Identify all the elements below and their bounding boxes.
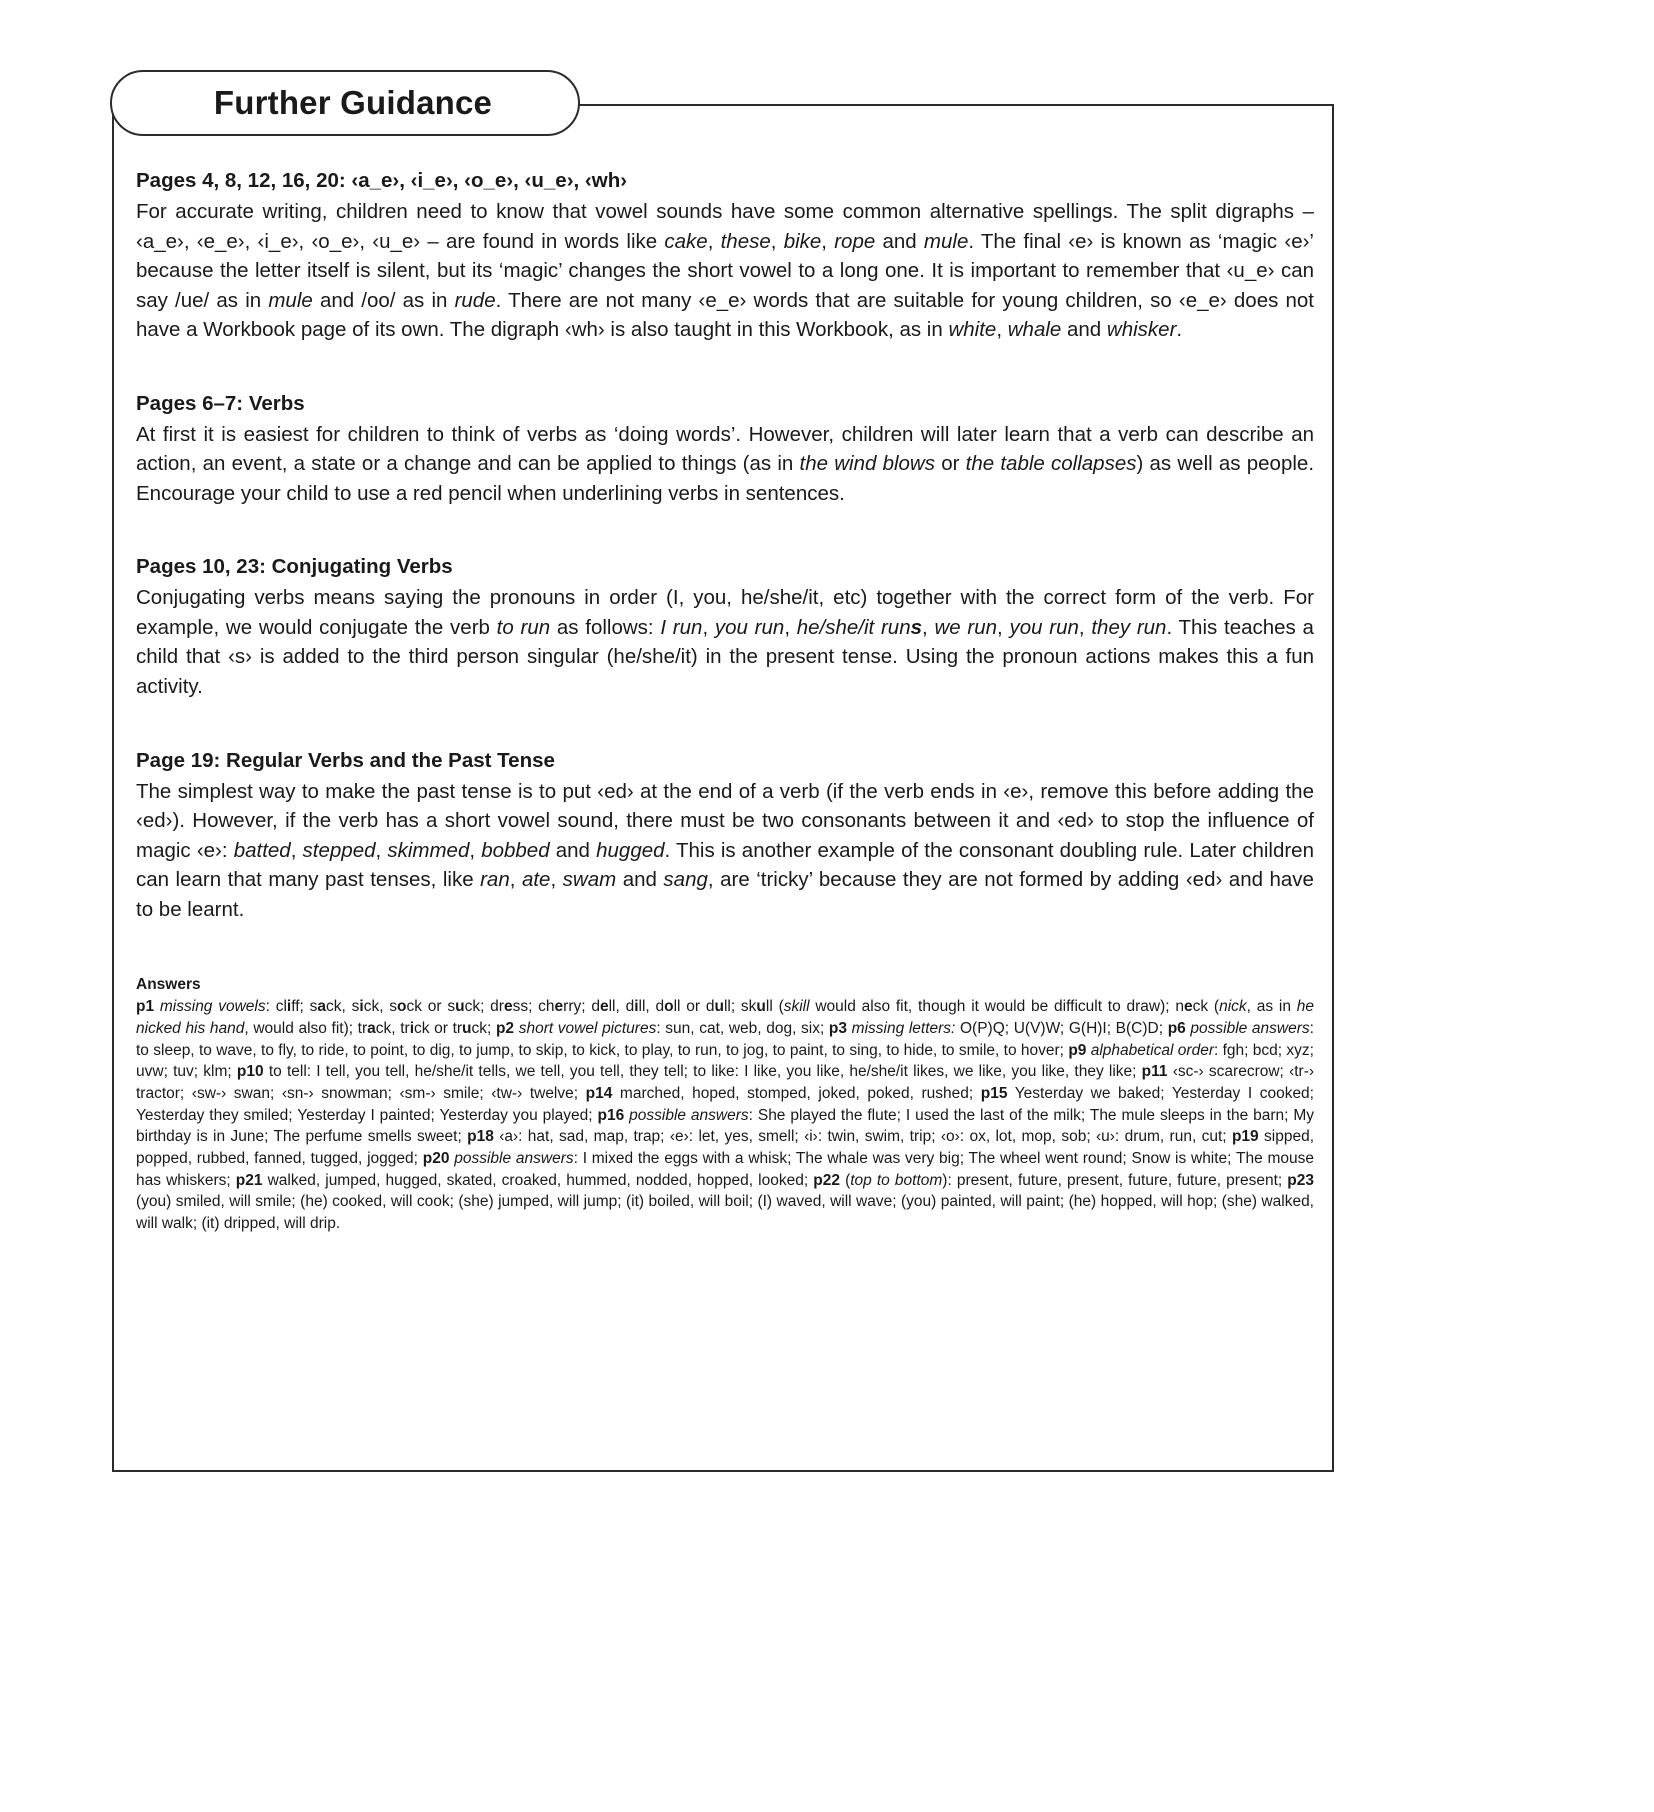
section-heading-conjugating-verbs: Pages 10, 23: Conjugating Verbs <box>136 555 453 579</box>
section-past-tense <box>136 746 1314 925</box>
answers-section <box>136 976 1314 1235</box>
section-heading-past-tense: Page 19: Regular Verbs and the Past Tense <box>136 748 555 772</box>
page-title: Further Guidance <box>213 84 493 121</box>
section-body-split-digraphs: For accurate writing, children need to know that vowel sounds have some common alternative spellings. The split digraphs – ‹a_e›, ‹e_e›, ‹i_e›, ‹o_e›, ‹u_e› – are found in words like cake, these, bike, rope and mule. The final ‹e› is known as ‘magic ‹e›’ because the letter itself is silent, but its ‘magic’ changes the short vowel to a long one. It is important to remember that ‹u_e› can say /ue/ as in mule and /oo/ as in rude. There are not many ‹e_e› words that are suitable for young children, so ‹e_e› does not have a Workbook page of its own. The digraph ‹wh› is also taught in this Workbook, as in white, whale and whisker. <box>136 200 1315 342</box>
answers-heading: Answers <box>136 976 201 994</box>
answers-body: p1 missing vowels: cliff; sack, sick, sock or suck; dress; cherry; dell, dill, doll or dull; skull (skill would also fit, though it would be difficult to draw); neck (nick, as in he nicked his hand, would also fit); track, trick or truck; p2 short vowel pictures: sun, cat, web, dog, six; p3 missing letters: O(P)Q; U(V)W; G(H)I; B(C)D; p6 possible answers: to sleep, to wave, to fly, to ride, to point, to dig, to jump, to skip, to kick, to play, to run, to jog, to paint, to sing, to hide, to smile, to hover; p9 alphabetical order: fgh; bcd; xyz; uvw; tuv; klm; p10 to tell: I tell, you tell, he/she/it tells, we tell, you tell, they tell; to like: I like, you like, he/she/it likes, we like, you like, they like; p11 ‹sc-› scarecrow; ‹tr-› tractor; ‹sw-› swan; ‹sn-› snowman; ‹sm-› smile; ‹tw-› twelve; p14 marched, hoped, stomped, joked, poked, rushed; p15 Yesterday we baked; Yesterday I cooked; Yesterday they smiled; Yesterday I painted; Yesterday you played; p16 possible answers: She played the flute; I used the last of the milk; The mule sleeps in the barn; My birthday is in June; The perfume smells sweet; p18 ‹a›: hat, sad, map, trap; ‹e›: let, yes, smell; ‹i›: twin, swim, trip; ‹o›: ox, lot, mop, sob; ‹u›: drum, run, cut; p19 sipped, popped, rubbed, fanned, tugged, jogged; p20 possible answers: I mixed the eggs with a whisk; The whale was very big; The wheel went round; Snow is white; The mouse has whiskers; p21 walked, jumped, hugged, skated, croaked, hummed, nodded, hopped, looked; p22 (top to bottom): present, future, present, future, future, present; p23 (you) smiled, will smile; (he) cooked, will cook; (she) jumped, will jump; (it) boiled, will boil; (I) waved, will wave; (you) painted, will paint; (he) hopped, will hop; (she) walked, will walk; (it) dripped, will drip. <box>136 998 1315 1233</box>
section-body-verbs: At first it is easiest for children to think of verbs as ‘doing words’. However, children will later learn that a verb can describe an action, an event, a state or a change and can be applied to things (as in the wind blows or the table collapses) as well as people. Encourage your child to use a red pencil when underlining verbs in sentences. <box>136 422 1315 505</box>
section-heading-split-digraphs: Pages 4, 8, 12, 16, 20: ‹a_e›, ‹i_e›, ‹o_e›, ‹u_e›, ‹wh› <box>136 169 628 192</box>
section-split-digraphs <box>136 166 1314 345</box>
guidance-content <box>136 166 1314 1235</box>
further-guidance-panel <box>112 104 1334 1472</box>
section-body-conjugating-verbs: Conjugating verbs means saying the pronouns in order (I, you, he/she/it, etc) together with the correct form of the verb. For example, we would conjugate the verb to run as follows: I run, you run, he/she/it runs, we run, you run, they run. This teaches a child that ‹s› is added to the third person singular (he/she/it) in the present tense. Using the pronoun actions makes this a fun activity. <box>136 586 1314 698</box>
further-guidance-title-tab <box>110 70 580 136</box>
section-verbs <box>136 389 1314 509</box>
section-body-past-tense: The simplest way to make the past tense is to put ‹ed› at the end of a verb (if the verb ends in ‹e›, remove this before adding the ‹ed›). However, if the verb has a short vowel sound, there must be two consonants between it and ‹ed› to stop the influence of magic ‹e›: batted, stepped, skimmed, bobbed and hugged. This is another example of the consonant doubling rule. Later children can learn that many past tenses, like ran, ate, swam and sang, are ‘tricky’ because they are not formed by adding ‹ed› and have to be learnt. <box>136 779 1314 921</box>
section-conjugating-verbs <box>136 552 1314 701</box>
section-heading-verbs: Pages 6–7: Verbs <box>136 391 305 415</box>
